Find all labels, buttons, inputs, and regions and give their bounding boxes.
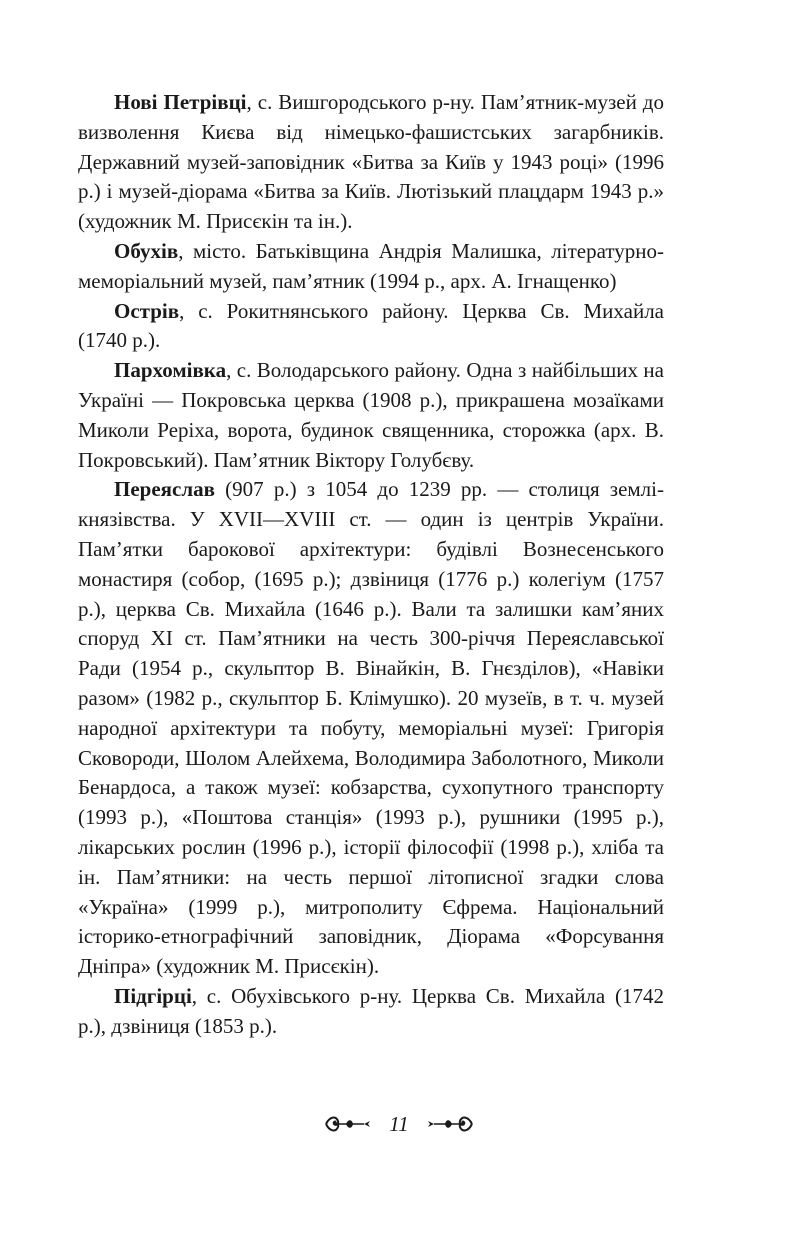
entry-term: Нові Петрівці bbox=[114, 90, 247, 114]
entry-text: , місто. Батьківщина Андрія Малишка, літературно-меморіальний музей, пам’ятник (1994 р., арх. А. Ігнащенко) bbox=[78, 238, 664, 293]
entry-term: Пархомівка bbox=[114, 358, 227, 383]
entry-term: Підгірці bbox=[114, 983, 192, 1008]
entry-pidhirtsi bbox=[78, 982, 664, 1042]
entry-text: , с. Обухівського р-ну. Церква Св. Михайла (1742 р.), дзвіниця (1853 р.). bbox=[78, 983, 664, 1038]
entry-term: Обухів bbox=[114, 238, 179, 263]
page-footer bbox=[0, 1107, 798, 1139]
page-number: 11 bbox=[389, 1112, 409, 1137]
entry-text: , с. Вишгородського р-ну. Пам’ятник-музей до визволення Києва від німецько-фашистських загарбників. Державний музей-заповідник «Битва за Київ у 1943 році» (1996 р.) і музей-діорама «Битва за Київ. Лютізький плацдарм 1943 р.» (художник М. Присєкін та ін.). bbox=[78, 90, 664, 234]
right-ornament-icon bbox=[426, 1113, 474, 1135]
entry-text: , с. Володарського району. Одна з найбільших на Україні — Покровська церква (1908 р.), прикрашена мозаїками Миколи Реріха, ворота, будинок священника, сторожка (арх. В. Покровський). Пам’ятник Віктору Голубєву. bbox=[78, 358, 664, 472]
entry-obukhiv bbox=[78, 237, 664, 297]
entry-novi-petrivtsi bbox=[78, 88, 664, 237]
entry-ostriv bbox=[78, 297, 664, 357]
entry-text: (907 р.) з 1054 до 1239 рр. — столиця землі-князівства. У XVII—XVIII ст. — один із центрів України. Пам’ятки барокової архітектури: будівлі Вознесенського монастиря (собор, (1695 р.); дзвіниця (1776 р.) колегіум (1757 р.), церква Св. Михайла (1646 р.). Вали та залишки кам’яних споруд XI ст. Пам’ятники на честь 300-річчя Переяславської Ради (1954 р., скульптор В. Вінайкін, В. Гнєзділов), «Навіки разом» (1982 р., скульптор Б. Клімушко). 20 музеїв, в т. ч. музей народної архітектури та побуту, меморіальні музеї: Григорія Сковороди, Шолом Алейхема, Володимира Заболотного, Миколи Бенардоса, а також музеї: кобзарства, сухопутного транспорту (1993 р.), «Поштова станція» (1993 р.), рушники (1995 р.), лікарських рослин (1996 р.), історії філософії (1998 р.), хліба та ін. Пам’ятники: на честь першої літописної згадки слова «Україна» (1999 р.), митрополиту Єфрема. Національний історико-етнографічний заповідник, Діорама «Форсування Дніпра» (художник М. Присєкін). bbox=[78, 477, 664, 979]
entry-parkhomivka bbox=[78, 356, 664, 475]
entry-text: , с. Рокитнянського району. Церква Св. Михайла (1740 р.). bbox=[78, 298, 664, 353]
entry-term: Переяслав bbox=[114, 477, 215, 502]
left-ornament-icon bbox=[324, 1113, 372, 1135]
entry-term: Острів bbox=[114, 298, 180, 323]
entry-pereiaslav bbox=[78, 475, 664, 982]
page-body bbox=[78, 88, 664, 1042]
